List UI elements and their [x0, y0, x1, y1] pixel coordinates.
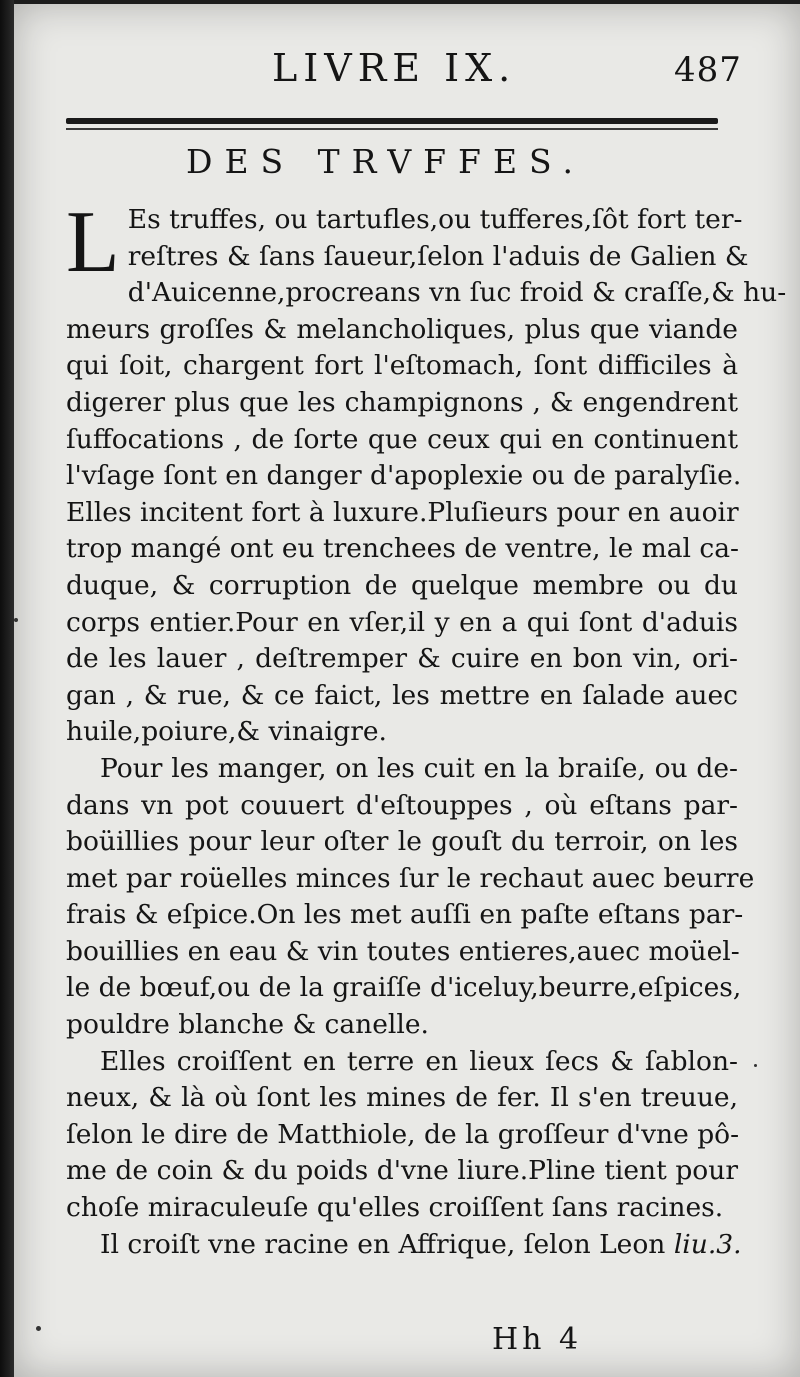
- text-line: neux, & là où ſont les mines de fer. Il s'en treuue,: [66, 1082, 738, 1114]
- text-line: choſe miraculeuſe qu'elles croiſſent ſans racines.: [66, 1192, 724, 1224]
- section-heading: DES TRVFFES.: [186, 142, 585, 181]
- text-line: de les lauer , deſtremper & cuire en bon vin, ori-: [66, 643, 738, 675]
- text-line: qui ſoit, chargent fort l'eſtomach, ſont difficiles à: [66, 350, 738, 382]
- text-line: huile,poiure,& vinaigre.: [66, 716, 387, 748]
- ink-speck: [36, 1326, 41, 1331]
- text-line: Elles incitent fort à luxure.Pluſieurs pour en auoir: [66, 496, 739, 528]
- text-line: l'vſage ſont en danger d'apoplexie ou de paralyſie.: [66, 460, 742, 492]
- text-line: pouldre blanche & canelle.: [66, 1009, 429, 1041]
- running-head: [14, 46, 800, 96]
- book-gutter: [0, 0, 14, 1377]
- book-page: [14, 4, 800, 1377]
- paragraph-2: [66, 751, 755, 1044]
- text-line: Pour les manger, on les cuit en la braiſe, ou de-: [100, 752, 738, 784]
- paragraph-3: [66, 1044, 738, 1227]
- book-reference: liu.3.: [673, 1228, 742, 1260]
- text-line: trop mangé ont eu trenchees de ventre, le mal ca-: [66, 533, 739, 565]
- text-line: corps entier.Pour en vſer,il y en a qui ſont d'aduis: [66, 606, 738, 638]
- text-line: bouillies en eau & vin toutes entieres,auec moüel-: [66, 935, 740, 967]
- drop-cap: L: [66, 194, 120, 291]
- header-rule-thin: [66, 128, 718, 130]
- text-line: Elles croiſſent en terre en lieux ſecs & ſablon-: [100, 1045, 738, 1077]
- text-line: digerer plus que les champignons , & engendrent: [66, 386, 738, 418]
- text-line: [66, 1227, 742, 1264]
- text-line: dans vn pot couuert d'eſtouppes , où eſtans par-: [66, 789, 738, 821]
- signature-mark: Hh 4: [492, 1322, 583, 1357]
- running-title: LIVRE IX.: [272, 46, 517, 90]
- text-line: ſelon le dire de Matthiole, de la groſſeur d'vne pô-: [66, 1118, 740, 1150]
- text-span: Il croiſt vne racine en Affrique, ſelon Leon: [100, 1228, 674, 1260]
- text-line: meurs groſſes & melancholiques, plus que viande: [66, 313, 738, 345]
- text-line: ſuffocations , de ſorte que ceux qui en continuent: [66, 423, 738, 455]
- text-line: frais & eſpice.On les met auſſi en paſte eſtans par-: [66, 899, 744, 931]
- text-line: Es truffes, ou tartufles,ou tufferes,ſôt fort ter-: [127, 204, 743, 235]
- ink-speck: [14, 618, 18, 622]
- ink-speck: [754, 1064, 757, 1067]
- text-line: reſtres & ſans ſaueur,ſelon l'aduis de Galien &: [127, 240, 749, 272]
- text-line: duque, & corruption de quelque membre ou du: [66, 569, 738, 601]
- text-line: boüillies pour leur oſter le gouſt du terroir, on les: [66, 826, 738, 858]
- text-line: met par roüelles minces ſur le rechaut auec beurre: [66, 862, 755, 894]
- text-line: le de bœuf,ou de la graiſſe d'iceluy,beurre,eſpices,: [66, 972, 742, 1004]
- text-line: gan , & rue, & ce faict, les mettre en ſalade auec: [66, 679, 738, 711]
- paragraph-4: [66, 1227, 742, 1264]
- body-text: [66, 194, 787, 1263]
- text-line: me de coin & du poids d'vne liure.Pline tient pour: [66, 1155, 738, 1187]
- header-rule: [66, 118, 718, 124]
- text-line: d'Auicenne,procreans vn ſuc froid & craſſe,& hu-: [127, 277, 787, 309]
- page-number: 487: [674, 50, 742, 90]
- paragraph-1: [66, 194, 787, 751]
